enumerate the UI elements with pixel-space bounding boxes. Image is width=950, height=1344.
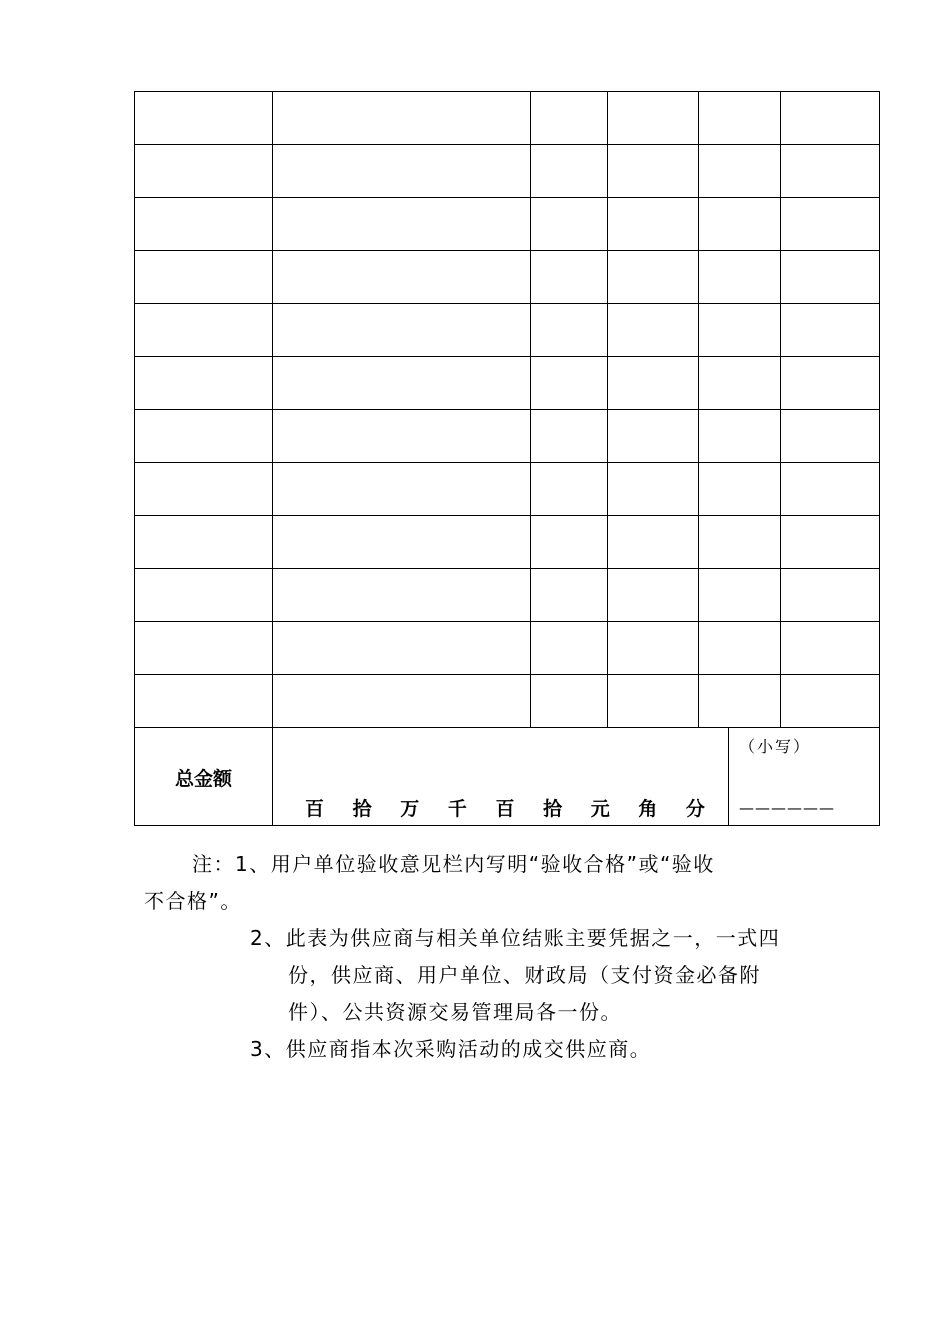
table-cell xyxy=(531,463,608,516)
table-cell xyxy=(781,304,880,357)
table-cell xyxy=(608,304,699,357)
table-cell xyxy=(531,622,608,675)
table-cell xyxy=(135,463,273,516)
table-cell xyxy=(608,622,699,675)
table-cell xyxy=(781,198,880,251)
table-cell xyxy=(699,145,781,198)
total-amount-daxie-cell xyxy=(273,728,729,826)
table-row xyxy=(135,304,880,357)
note-3: 3、供应商指本次采购活动的成交供应商。 xyxy=(250,1037,652,1061)
xiaoxie-blank-line: —————— xyxy=(739,799,835,817)
table-cell xyxy=(781,410,880,463)
table-cell xyxy=(699,251,781,304)
table-cell xyxy=(699,463,781,516)
table-cell xyxy=(608,357,699,410)
table-cell xyxy=(273,198,531,251)
table-cell xyxy=(531,516,608,569)
table-row xyxy=(135,198,880,251)
table-cell xyxy=(699,304,781,357)
table-cell xyxy=(608,675,699,728)
table-row xyxy=(135,569,880,622)
table-cell xyxy=(273,675,531,728)
total-amount-row xyxy=(135,728,880,826)
table-cell xyxy=(781,251,880,304)
table-cell xyxy=(135,516,273,569)
table-cell xyxy=(273,145,531,198)
table-cell xyxy=(781,516,880,569)
table-row xyxy=(135,410,880,463)
table-cell xyxy=(531,569,608,622)
table-cell xyxy=(273,410,531,463)
table-cell xyxy=(135,92,273,145)
table-cell xyxy=(781,92,880,145)
table-cell xyxy=(699,569,781,622)
table-cell xyxy=(273,304,531,357)
table-row xyxy=(135,622,880,675)
table-cell xyxy=(531,145,608,198)
total-amount-xiaoxie-cell xyxy=(729,728,880,826)
table-cell xyxy=(135,622,273,675)
table-cell xyxy=(135,304,273,357)
table-cell xyxy=(608,463,699,516)
table-cell xyxy=(273,622,531,675)
table-cell xyxy=(699,410,781,463)
table-cell xyxy=(608,198,699,251)
table-cell xyxy=(531,675,608,728)
table-cell xyxy=(781,463,880,516)
table-cell xyxy=(531,251,608,304)
table-cell xyxy=(135,357,273,410)
table-cell xyxy=(135,410,273,463)
total-amount-label-cell xyxy=(135,728,273,826)
table-cell xyxy=(781,569,880,622)
table-body xyxy=(135,92,880,826)
table-cell xyxy=(273,251,531,304)
table-cell xyxy=(699,198,781,251)
table-cell xyxy=(781,675,880,728)
table-row xyxy=(135,357,880,410)
table-cell xyxy=(699,92,781,145)
table-cell xyxy=(135,569,273,622)
table-cell xyxy=(781,622,880,675)
table-row xyxy=(135,145,880,198)
table-row xyxy=(135,675,880,728)
table-cell xyxy=(135,251,273,304)
table-cell xyxy=(273,357,531,410)
table-cell xyxy=(135,675,273,728)
table-cell xyxy=(699,357,781,410)
note-1-line-2: 不合格”。 xyxy=(144,889,242,913)
table-row xyxy=(135,92,880,145)
note-2: 2、此表为供应商与相关单位结账主要凭据之一，一式四份，供应商、用户单位、财政局（支付资金必备附件）、公共资源交易管理局各一份。 xyxy=(250,926,781,1024)
table-cell xyxy=(135,145,273,198)
table-cell xyxy=(608,410,699,463)
table-row xyxy=(135,516,880,569)
table-row xyxy=(135,463,880,516)
table-cell xyxy=(781,357,880,410)
total-amount-label: 总金额 xyxy=(174,768,232,790)
table-cell xyxy=(781,145,880,198)
table-row xyxy=(135,251,880,304)
table-cell xyxy=(608,92,699,145)
note-1-line-1: 注：1、用户单位验收意见栏内写明“验收合格”或“验收 xyxy=(192,852,715,876)
notes-section xyxy=(134,846,814,1068)
table-cell xyxy=(699,675,781,728)
table-cell xyxy=(531,198,608,251)
table-cell xyxy=(273,463,531,516)
table-cell xyxy=(531,304,608,357)
settlement-table xyxy=(134,91,880,826)
table-cell xyxy=(699,516,781,569)
xiaoxie-label: （小写） xyxy=(739,737,812,756)
table-cell xyxy=(608,569,699,622)
table-cell xyxy=(273,92,531,145)
table-cell xyxy=(531,92,608,145)
table-cell xyxy=(608,251,699,304)
daxie-units: 百 拾 万 千 百 拾 元 角 分 xyxy=(305,798,716,820)
table-cell xyxy=(273,516,531,569)
table-cell xyxy=(608,145,699,198)
table-cell xyxy=(135,198,273,251)
table-cell xyxy=(699,622,781,675)
table-cell xyxy=(531,410,608,463)
table-cell xyxy=(273,569,531,622)
table-cell xyxy=(531,357,608,410)
table-cell xyxy=(608,516,699,569)
